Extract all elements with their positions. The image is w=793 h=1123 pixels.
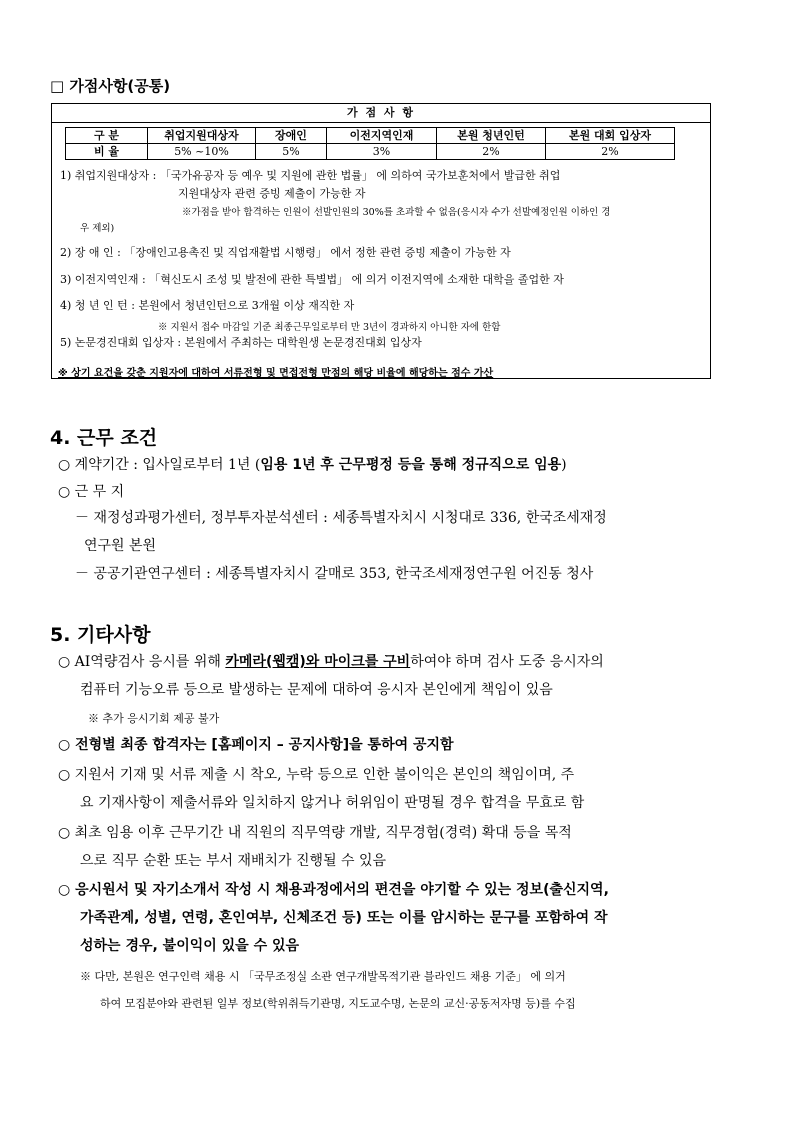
error-responsibility: ○ 지원서 기재 및 서류 제출 시 착오, 누락 등으로 인한 불이익은 본인의 책임이며, 주 xyxy=(58,767,575,783)
table-cell: 5% ~10% xyxy=(148,144,256,160)
ai-test-prefix: ○ AI역량검사 응시를 위해 xyxy=(58,654,226,670)
section-4-title: 4. 근무 조건 xyxy=(50,427,158,449)
bonus-table-header-row xyxy=(66,128,675,144)
ai-test-emphasis: 카메라(웹캠)와 마이크를 구비 xyxy=(225,654,411,670)
section-5-title: 5. 기타사항 xyxy=(50,624,151,646)
table-header-cell: 본원 청년인턴 xyxy=(437,128,546,144)
bonus-box-header: 가 점 사 항 xyxy=(52,104,710,123)
table-row-label: 비 율 xyxy=(66,144,148,160)
bonus-note: 1) 취업지원대상자 : 「국가유공자 등 예우 및 지원에 관한 법률」 에 의하여 국가보훈처에서 발급한 취업 xyxy=(60,169,561,182)
table-header-cell: 장애인 xyxy=(256,128,327,144)
blind-hiring-note: ※ 다만, 본원은 연구인력 채용 시 「국무조정실 소관 연구개발목적기관 블라인드 채용 기준」 에 의거 xyxy=(80,970,566,983)
work-location-2: － 공공기관연구센터 : 세종특별자치시 갈매로 353, 한국조세재정연구원 어진동 청사 xyxy=(75,566,594,582)
job-rotation: ○ 최초 임용 이후 근무기간 내 직원의 직무역량 개발, 직무경험(경력) 확대 등을 목적 xyxy=(58,825,572,841)
contract-term-suffix: ) xyxy=(561,457,567,473)
work-location-1-cont: 연구원 본원 xyxy=(84,538,157,554)
bonus-note: 5) 논문경진대회 입상자 : 본원에서 주최하는 대학원생 논문경진대회 입상자 xyxy=(60,336,422,349)
bonus-note: 3) 이전지역인재 : 「혁신도시 조성 및 발전에 관한 특별법」 에 의거 이전지역에 소재한 대학을 졸업한 자 xyxy=(60,273,564,286)
work-location-label: ○ 근 무 지 xyxy=(58,484,125,500)
bonus-note: 4) 청 년 인 턴 : 본원에서 청년인턴으로 3개월 이상 재직한 자 xyxy=(60,299,355,312)
bias-warning-cont-2: 성하는 경우, 불이익이 있을 수 있음 xyxy=(80,938,300,954)
contract-term xyxy=(58,455,567,475)
table-cell: 2% xyxy=(546,144,675,160)
contract-term-prefix: ○ 계약기간 : 입사일로부터 1년 ( xyxy=(58,457,261,473)
contract-term-emphasis: 임용 1년 후 근무평정 등을 통해 정규직으로 임용 xyxy=(260,457,562,473)
table-header-cell: 구 분 xyxy=(66,128,148,144)
ai-test-note: ※ 추가 응시기회 제공 불가 xyxy=(88,712,220,725)
table-cell: 2% xyxy=(437,144,546,160)
table-header-cell: 취업지원대상자 xyxy=(148,128,256,144)
error-responsibility-cont: 요 기재사항이 제출서류와 일치하지 않거나 허위임이 판명될 경우 합격을 무효로 함 xyxy=(80,795,585,811)
ai-test-notice-cont: 컴퓨터 기능오류 등으로 발생하는 문제에 대하여 응시자 본인에게 책임이 있음 xyxy=(80,682,553,698)
bonus-table xyxy=(65,127,675,160)
bias-warning-cont-1: 가족관계, 성별, 연령, 혼인여부, 신체조건 등) 또는 이를 암시하는 문구를 포함하여 작 xyxy=(80,910,608,926)
final-result-notice: ○ 전형별 최종 합격자는 [홈페이지 – 공지사항]을 통하여 공지함 xyxy=(58,737,454,753)
bias-warning: ○ 응시원서 및 자기소개서 작성 시 채용과정에서의 편견을 야기할 수 있는 정보(출신지역, xyxy=(58,882,609,898)
bonus-box-footer: ※ 상기 요건을 갖춘 지원자에 대하여 서류전형 및 면접전형 만점의 해당 비율에 해당하는 점수 가산 xyxy=(58,368,494,379)
bonus-note: 2) 장 애 인 : 「장애인고용촉진 및 직업재활법 시행령」 에서 정한 관련 증빙 제출이 가능한 자 xyxy=(60,246,511,259)
bonus-note: ※가점을 받아 합격하는 인원이 선발인원의 30%를 초과할 수 없음(응시자 수가 선발예정인원 이하인 경 xyxy=(182,207,611,218)
work-location-1: － 재정성과평가센터, 정부투자분석센터 : 세종특별자치시 시청대로 336, 한국조세재정 xyxy=(75,510,607,526)
job-rotation-cont: 으로 직무 순환 또는 부서 재배치가 진행될 수 있음 xyxy=(80,853,387,869)
section-title: □ 가점사항(공통) xyxy=(50,77,171,95)
bonus-note: ※ 지원서 접수 마감일 기준 최종근무일로부터 만 3년이 경과하지 아니한 자에 한함 xyxy=(158,322,501,333)
bonus-table-row xyxy=(66,144,675,160)
table-header-cell: 본원 대회 입상자 xyxy=(546,128,675,144)
table-cell: 3% xyxy=(327,144,437,160)
bonus-note: 우 제외) xyxy=(80,223,115,234)
ai-test-notice xyxy=(58,652,604,672)
table-header-cell: 이전지역인재 xyxy=(327,128,437,144)
ai-test-suffix: 하여야 하며 검사 도중 응시자의 xyxy=(410,654,604,670)
bonus-note: 지원대상자 관련 증빙 제출이 가능한 자 xyxy=(178,187,366,200)
blind-hiring-note-cont: 하여 모집분야와 관련된 일부 정보(학위취득기관명, 지도교수명, 논문의 교신·공동저자명 등)를 수집 xyxy=(100,997,576,1010)
table-cell: 5% xyxy=(256,144,327,160)
